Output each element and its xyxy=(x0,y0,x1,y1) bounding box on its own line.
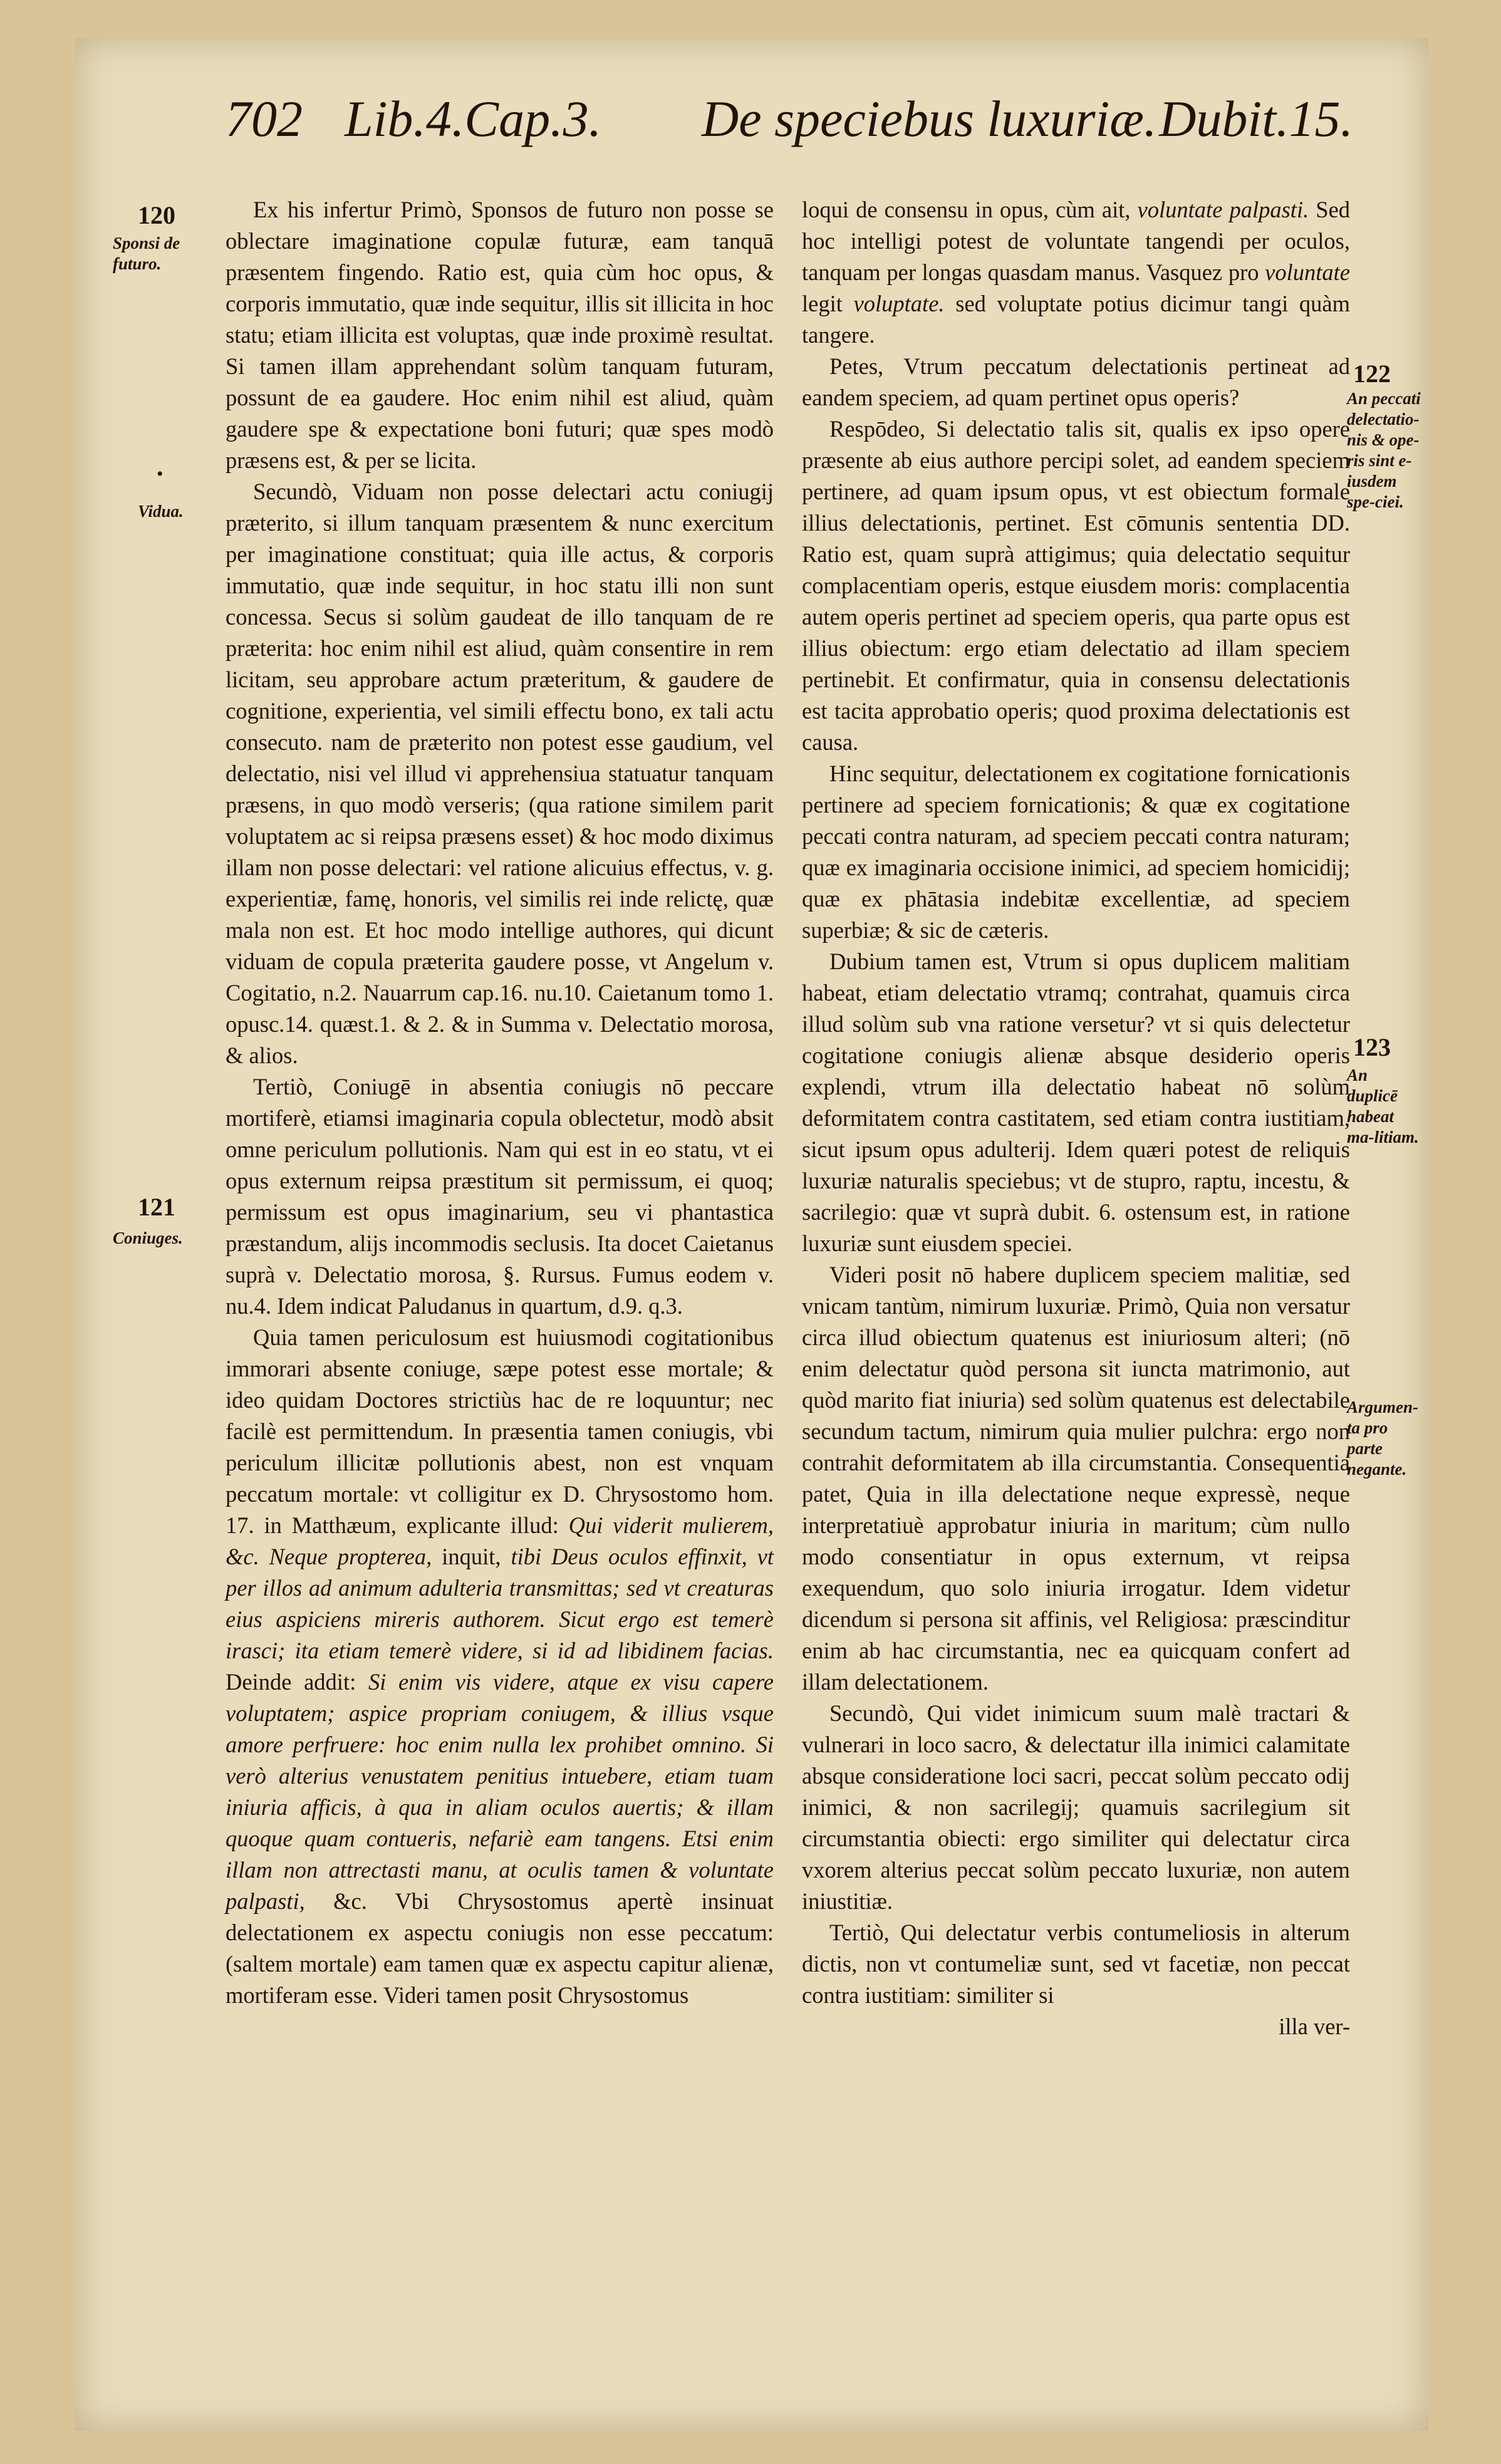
book-chapter: Lib.4.Cap.3. xyxy=(345,90,602,147)
running-title: De speciebus luxuriæ. xyxy=(702,90,1157,147)
text-run: sed voluptate potius dicimur tangi quàm tangere. xyxy=(802,291,1351,348)
paragraph xyxy=(802,194,1350,351)
quotation: voluntate palpasti. xyxy=(1137,197,1309,222)
paragraph: Tertiò, Qui delectatur verbis contumeliosis in alterum dictis, non vt contumeliæ sunt, sed vt facetiæ, non peccat contra iustitiam: similiter si xyxy=(802,1920,1350,2008)
running-header xyxy=(226,81,1353,157)
text-run: loqui de consensu in opus, cùm ait, xyxy=(802,197,1131,222)
margin-note-sponsi: Sponsi de futuro. xyxy=(113,234,180,273)
quotation: Qui viderit mulierem, &c. Neque propterea, xyxy=(226,1512,774,1569)
text-run: Sed hoc intelligi potest de voluntate tangendi per oculos, tanquam per longas quasdam manus. Vasquez pro xyxy=(802,197,1351,285)
margin-number-122: 122 xyxy=(1353,360,1391,388)
margin-dot: • xyxy=(157,464,164,484)
paragraph: Videri posit nō habere duplicem speciem malitiæ, sed vnicam tantùm, nimirum luxuriæ. Primò, Quia non versatur circa illud obiectum quatenus est iniuriosum alteri; (nō enim delectatur quòd persona sit iuncta matrimonio, aut quòd marito fiat iniuria) sed solùm quatenus est delectabile secundum tactum, nimirum quia mulier pulchra: ergo non contrahit deformitatem ab illa circumstantia. Consequentia patet, Quia in illa delectatione neque expressè, neque interpretatiuè approbatur iniuria in maritum; cùm nullo modo consentiatur in opus externum, vt reipsa exequendum, quo solo iniuria irrogatur. Idem videtur dicendum si persona sit affinis, vel Religiosa: præscinditur enim ab hac circumstantia, nec ea quicquam confert ad illam delectationem. xyxy=(802,1262,1350,1695)
book-page xyxy=(75,38,1428,2431)
margin-number-121: 121 xyxy=(138,1193,175,1221)
paragraph xyxy=(226,1322,774,2011)
dubium-number: Dubit.15. xyxy=(1159,90,1353,147)
margin-note-peccati: An peccati delectatio-nis & ope-ris sint e-iusdem spe-ciei. xyxy=(1347,389,1421,511)
quotation: tibi Deus oculos effinxit, vt per illos ad animum adulteria transmittas; sed vt creaturas eius aspiciens mireris authorem. Sicut ergo est temerè irasci; ita etiam temerè videre, si id ad libidinem facias. xyxy=(226,1544,774,1663)
quotation: voluptate. xyxy=(853,291,945,316)
right-column xyxy=(802,194,1350,2042)
margin-note-duplicem: An duplicē habeat ma-litiam. xyxy=(1347,1066,1419,1146)
margin-note-coniuges: Coniuges. xyxy=(113,1229,183,1247)
catchword: illa ver- xyxy=(1279,2014,1350,2039)
margin-number-123: 123 xyxy=(1353,1033,1391,1061)
paragraph: Secundò, Viduam non posse delectari actu coniugij præterito, si illum tanquam præsentem & nunc exercitum per imaginatione constituat; quia ille actus, & corporis immutatio, quæ inde sequitur, in hoc statu illi non sunt concessa. Secus si solùm gaudeat de illo tanquam de re præterita: hoc enim nihil est aliud, quàm consentire in rem licitam, seu approbare actum præteritum, & gaudere de cognitione, experientia, vel simili effectu bono, ex tali actu consecuto. nam de præterito non potest esse gaudium, vel delectatio, nisi vel illud vi apprehensiua statuatur tanquam præsens, in quo modò verseris; (qua ratione similem parit voluptatem ac si reipsa præsens esset) & hoc modo diximus illam non posse delectari: vel ratione alicuius effectus, v. g. experientiæ, famę, honoris, vel similis rei inde relictę, quæ mala non est. Et hoc modo intellige authores, qui dicunt viduam de copula præterita gaudere posse, vt Angelum v. Cogitatio, n.2. Nauarrum cap.16. nu.10. Caietanum tomo 1. opusc.14. quæst.1. & 2. & in Summa v. Delectatio morosa, & alios. xyxy=(226,479,774,1068)
paragraph: Tertiò, Coniugē in absentia coniugis nō peccare mortiferè, etiamsi imaginaria copula oblectetur, modò absit omne periculum pollutionis. Nam qui est in eo statu, vt ei opus externum reipsa præstitum sit permissum, ei quoq; permissum est opus imaginarium, seu vi phantastica præstandum, alijs incommodis seclusis. Ita docet Caietanus suprà v. Delectatio morosa, §. Rursus. Fumus eodem v. nu.4. Idem indicat Paludanus in quartum, d.9. q.3. xyxy=(226,1074,774,1319)
text-run: inquit, xyxy=(442,1544,501,1569)
text-run: Deinde addit: xyxy=(226,1669,356,1695)
quotation: voluntate xyxy=(1265,259,1350,285)
margin-note-vidua: Vidua. xyxy=(138,502,184,521)
paragraph: Petes, Vtrum peccatum delectationis pertineat ad eandem speciem, ad quam pertinet opus operis? xyxy=(802,353,1350,410)
left-column xyxy=(226,194,774,2011)
text-run: Quia tamen periculosum est huiusmodi cogitationibus immorari absente coniuge, sæpe potest esse mortale; & ideo quidam Doctores strictiùs hac de re loquuntur; nec facilè est permittendum. In præsentia tamen coniugis, vbi periculum illicitæ pollutionis abest, non est vnquam peccatum mortale: vt colligitur ex D. Chrysostomo hom. 17. in Matthæum, explicante illud: xyxy=(226,1324,774,1538)
page-number: 702 xyxy=(226,90,303,147)
paragraph: Respōdeo, Si delectatio talis sit, qualis ex ipso opere præsente ab eius authore percipi solet, ad eandem speciem pertinere, ad quam ipsum opus, vt est obiectum formale illius delectationis, pertinet. Est cōmunis sententia DD. Ratio est, quam suprà attigimus; quia delectatio sequitur complacentiam operis, estque eiusdem moris: complacentia autem operis pertinet ad speciem operis, qua parte opus est illius obiectum: ergo etiam delectatio ad illam speciem pertinebit. Et confirmatur, quia in consensu delectationis est tacita approbatio operis; quod proxima delectationis est causa. xyxy=(802,416,1350,755)
text-run: legit xyxy=(802,291,843,316)
margin-number-120: 120 xyxy=(138,201,175,229)
paragraph: Dubium tamen est, Vtrum si opus duplicem malitiam habeat, etiam delectatio vtramq; contrahat, quamuis circa illud solùm sub vna ratione versetur? vt si quis delectetur cogitatione coniugis alienæ absque desiderio operis explendi, vtrum illa delectatio habeat nō solùm deformitatem contra castitatem, sed etiam contra iustitiam, sicut ipsum opus adulterij. Idem quæri potest de reliquis luxuriæ naturalis speciebus; vt de stupro, raptu, incestu, & sacrilegio: quæ vt suprà dubit. 6. ostensum est, in ratione luxuriæ sunt eiusdem speciei. xyxy=(802,949,1350,1256)
quotation: Si enim vis videre, atque ex visu capere voluptatem; aspice propriam coniugem, & illius vsque amore perfruere: hoc enim nulla lex prohibet omnino. Si verò alterius venustatem penitius intuebere, etiam tuam iniuria afficis, à qua in aliam oculos auertis; & illam quoque quam contueris, nefariè eam tangens. Etsi enim illam non attrectasti manu, at oculis tamen & voluntate palpasti, xyxy=(226,1669,774,1914)
text-run: &c. Vbi Chrysostomus apertè insinuat delectationem ex aspectu coniugis non esse peccatum: (saltem mortale) eam tamen quæ ex aspectu capitur alienæ, mortiferam esse. Videri tamen posit Chrysostomus xyxy=(226,1888,774,2008)
paragraph: Secundò, Qui videt inimicum suum malè tractari & vulnerari in loco sacro, & delectatur illa inimici calamitate absque consideratione loci sacri, peccat solùm peccato odij inimici, & non sacrilegij; quamuis sacrilegium sit circumstantia obiecti: ergo similiter qui delectatur circa vxorem alterius peccat solùm peccato luxuriæ, non autem iniustitiæ. xyxy=(802,1700,1350,1914)
paragraph: Hinc sequitur, delectationem ex cogitatione fornicationis pertinere ad speciem fornicationis; & quæ ex cogitatione peccati contra naturam, ad speciem peccati contra naturam; quæ ex imaginaria occisione inimici, ad speciem homicidij; quæ ex phātasia indebitæ excellentiæ, ad speciem superbiæ; & sic de cæteris. xyxy=(802,761,1350,943)
paragraph: Ex his infertur Primò, Sponsos de futuro non posse se oblectare imaginatione copulæ futuræ, eam tanquā præsentem fingendo. Ratio est, quia cùm hoc opus, & corporis immutatio, quæ inde sequitur, illis sit illicita in hoc statu; etiam illicita est voluptas, quæ inde proximè resultat. Si tamen illam apprehendant solùm tanquam futuram, possunt de ea gaudere. Hoc enim nihil est aliud, quàm gaudere spe & expectatione boni futuri; quæ spes modò præsens est, & per se licita. xyxy=(226,197,774,473)
margin-note-argumenta: Argumen-ta pro parte negante. xyxy=(1347,1398,1419,1479)
